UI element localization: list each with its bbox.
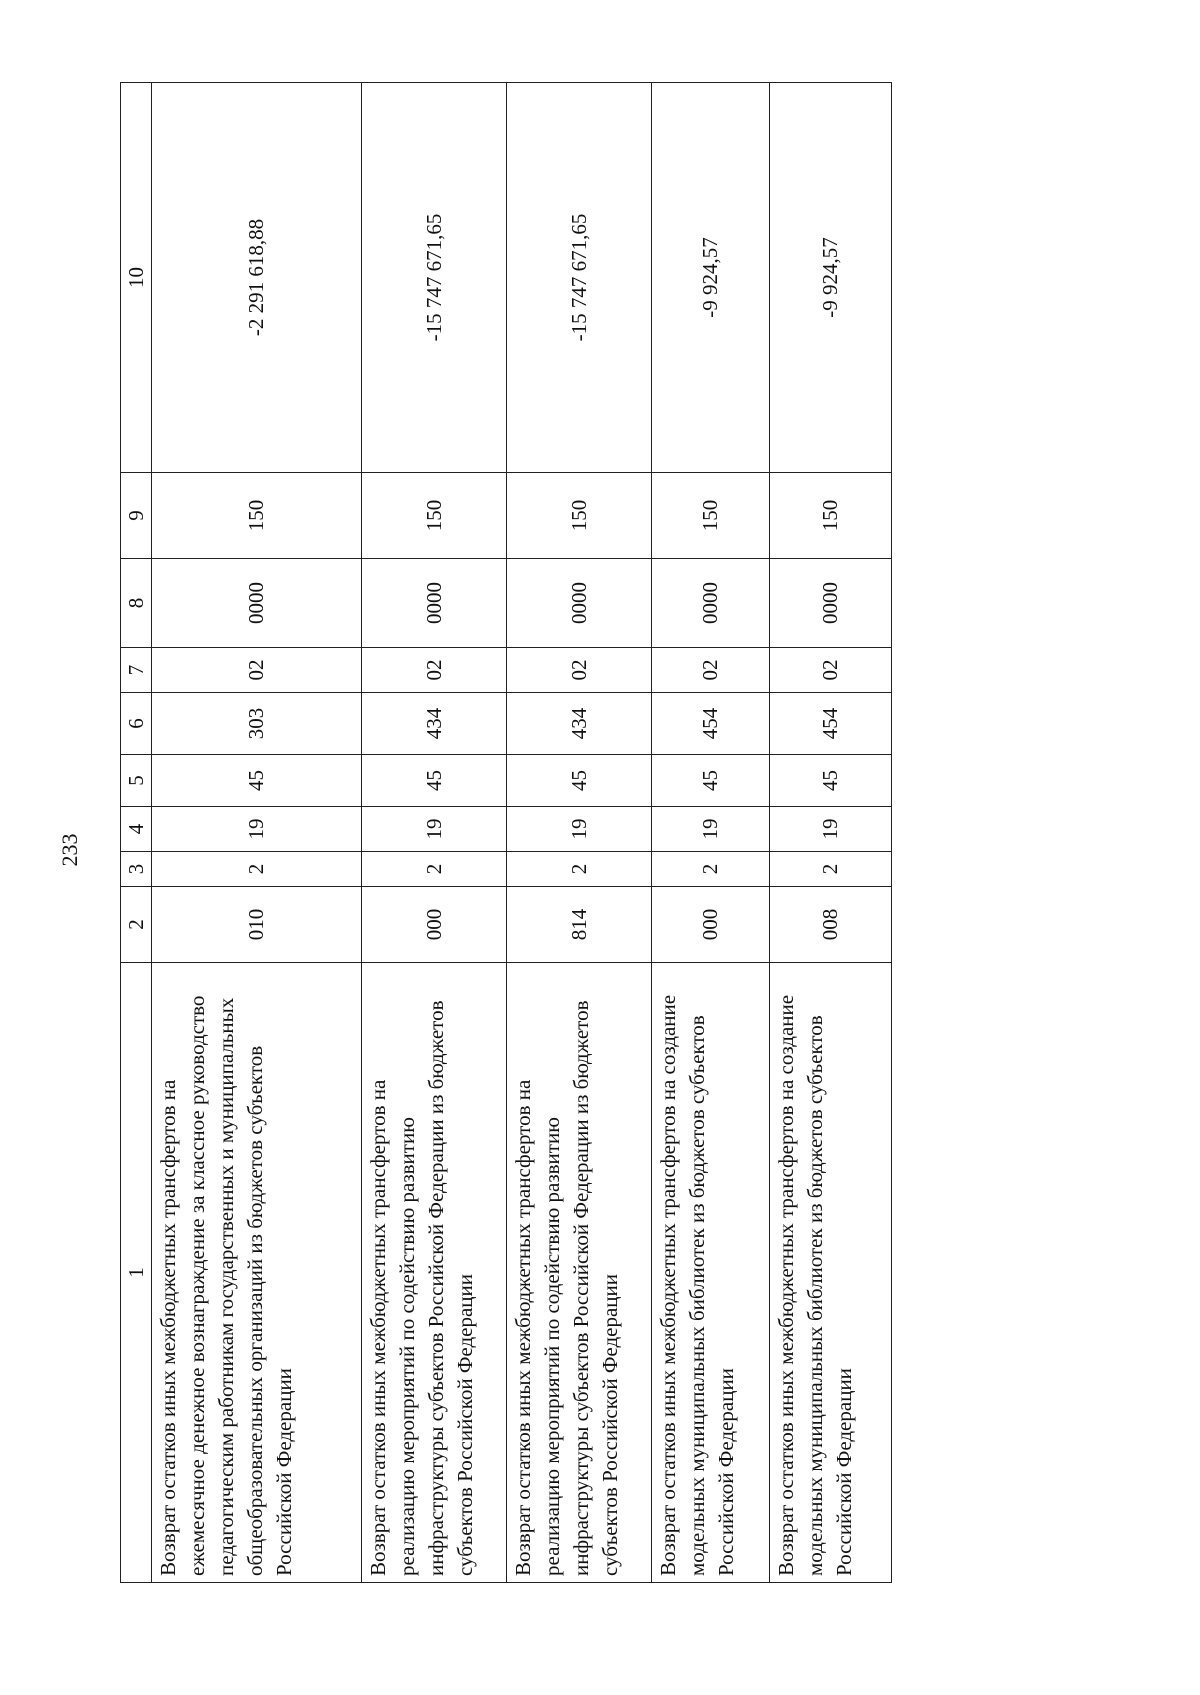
cell-c5: 45 [507,755,652,807]
cell-c9: 150 [362,473,507,559]
cell-amount: -2 291 618,88 [152,83,362,473]
header-cell: 3 [121,852,152,887]
cell-c5: 45 [362,755,507,807]
row-description: Возврат остатков иных межбюджетных трансфертов на ежемесячное денежное вознаграждение за классное руководство педагогическим работникам государственных и муниципальных общеобразовательных организаций из бюджетов субъектов Российской Федерации [152,963,362,1583]
cell-c7: 02 [652,648,770,693]
cell-c9: 150 [507,473,652,559]
cell-c9: 150 [652,473,770,559]
table-row [770,83,892,1583]
header-cell: 6 [121,693,152,755]
table-row [362,83,507,1583]
header-cell: 9 [121,473,152,559]
table-header-row [121,83,152,1583]
budget-table [120,82,892,1583]
budget-table-wrapper [120,83,890,1583]
cell-c3: 2 [152,852,362,887]
cell-c7: 02 [362,648,507,693]
cell-c4: 19 [152,807,362,852]
cell-c8: 0000 [507,559,652,648]
cell-amount: -15 747 671,65 [362,83,507,473]
cell-c7: 02 [152,648,362,693]
row-description: Возврат остатков иных межбюджетных трансфертов на реализацию мероприятий по содействию развитию инфраструктуры субъектов Российской Федерации из бюджетов субъектов Российской Федерации [362,963,507,1583]
cell-c6: 454 [652,693,770,755]
cell-amount: -9 924,57 [770,83,892,473]
cell-c3: 2 [507,852,652,887]
cell-c2: 000 [362,887,507,963]
cell-c6: 454 [770,693,892,755]
cell-c3: 2 [362,852,507,887]
row-description: Возврат остатков иных межбюджетных трансфертов на создание модельных муниципальных библиотек из бюджетов субъектов Российской Федерации [770,963,892,1583]
table-row [652,83,770,1583]
cell-c6: 434 [507,693,652,755]
header-cell: 5 [121,755,152,807]
cell-c7: 02 [770,648,892,693]
cell-c8: 0000 [770,559,892,648]
cell-amount: -9 924,57 [652,83,770,473]
cell-c8: 0000 [652,559,770,648]
cell-c2: 000 [652,887,770,963]
cell-c8: 0000 [362,559,507,648]
table-row [152,83,362,1583]
cell-c4: 19 [770,807,892,852]
cell-c6: 434 [362,693,507,755]
header-cell: 7 [121,648,152,693]
cell-c5: 45 [770,755,892,807]
cell-c3: 2 [770,852,892,887]
cell-c9: 150 [770,473,892,559]
cell-c2: 008 [770,887,892,963]
row-description: Возврат остатков иных межбюджетных трансфертов на создание модельных муниципальных библиотек из бюджетов субъектов Российской Федерации [652,963,770,1583]
cell-c7: 02 [507,648,652,693]
cell-c6: 303 [152,693,362,755]
cell-c4: 19 [652,807,770,852]
cell-c8: 0000 [152,559,362,648]
page-number: 233 [57,833,82,867]
cell-c4: 19 [507,807,652,852]
cell-c3: 2 [652,852,770,887]
cell-c5: 45 [652,755,770,807]
cell-c9: 150 [152,473,362,559]
row-description: Возврат остатков иных межбюджетных трансфертов на реализацию мероприятий по содействию развитию инфраструктуры субъектов Российской Федерации из бюджетов субъектов Российской Федерации [507,963,652,1583]
header-cell: 1 [121,963,152,1583]
cell-c5: 45 [152,755,362,807]
cell-c4: 19 [362,807,507,852]
header-cell: 8 [121,559,152,648]
cell-c2: 010 [152,887,362,963]
cell-amount: -15 747 671,65 [507,83,652,473]
table-row [507,83,652,1583]
header-cell: 2 [121,887,152,963]
header-cell: 4 [121,807,152,852]
cell-c2: 814 [507,887,652,963]
header-cell: 10 [121,83,152,473]
